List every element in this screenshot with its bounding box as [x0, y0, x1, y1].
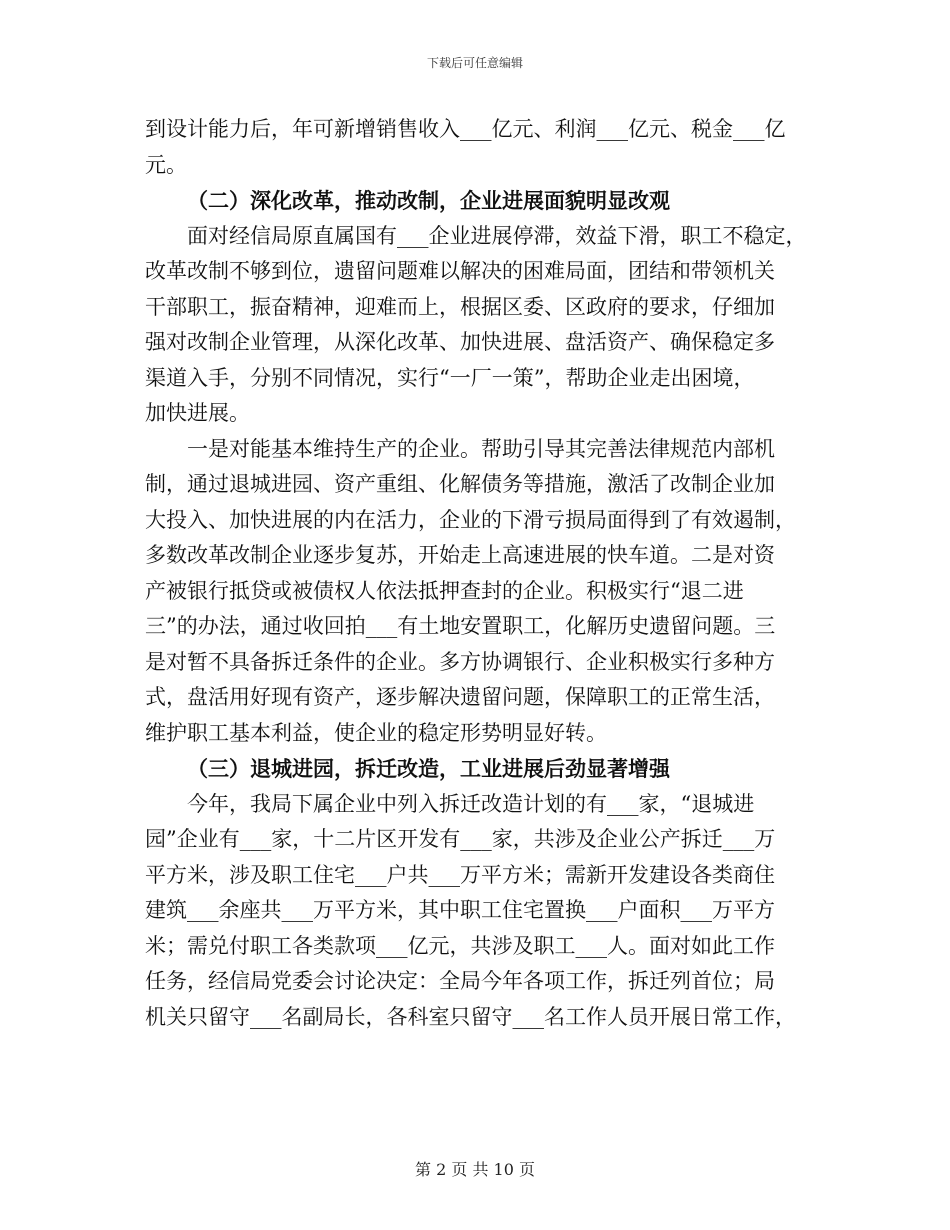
text-line: 到设计能力后，年可新增销售收入___亿元、利润___亿元、税金___亿	[145, 117, 786, 141]
text-line: 多数改革改制企业逐步复苏，开始走上高速进展的快车道。二是对资	[145, 543, 775, 567]
text-line: 强对改制企业管理，从深化改革、加快进展、盘活资产、确保稳定多	[145, 330, 775, 354]
text-line: 建筑___余座共___万平方米，其中职工住宅置换___户面积___万平方	[145, 898, 775, 922]
text-line: 制，通过退城进园、资产重组、化解债务等措施，激活了改制企业加	[145, 472, 775, 496]
text-line: 今年，我局下属企业中列入拆迁改造计划的有___家，“退城进	[187, 791, 755, 816]
text-line: 加快进展。	[145, 401, 250, 425]
text-line: 元。	[145, 152, 187, 177]
page-header: 下载后可任意编辑	[426, 56, 523, 70]
text-line: 维护职工基本利益，使企业的稳定形势明显好转。	[145, 720, 607, 745]
text-line: 大投入、加快进展的内在活力，企业的下滑亏损局面得到了有效遏制，	[145, 507, 796, 532]
text-line: 式，盘活用好现有资产，逐步解决遗留问题，保障职工的正常生活，	[145, 685, 775, 709]
text-line: 一是对能基本维持生产的企业。帮助引导其完善法律规范内部机	[187, 436, 775, 461]
document-body	[145, 112, 810, 1035]
text-line: 任务，经信局党委会讨论决定：全局今年各项工作，拆迁列首位；局	[145, 969, 775, 993]
text-line: 面对经信局原直属国有___企业进展停滞，效益下滑，职工不稳定，	[187, 223, 807, 248]
text-line: 米；需兑付职工各类款项___亿元，共涉及职工___人。面对如此工作	[145, 933, 775, 958]
text-line: 机关只留守___名副局长，各科室只留守___名工作人员开展日常工作，	[145, 1004, 796, 1029]
text-line: 是对暂不具备拆迁条件的企业。多方协调银行、企业积极实行多种方	[145, 649, 775, 674]
text-line: 园”企业有___家，十二片区开发有___家，共涉及企业公产拆迁___万	[145, 827, 776, 851]
page-footer: 第 2 页 共 10 页	[415, 1160, 535, 1179]
text-line: 改革改制不够到位，遗留问题难以解决的困难局面，团结和带领机关	[145, 259, 775, 283]
section-heading: （二）深化改革，推动改制，企业进展面貌明显改观	[187, 188, 670, 213]
section-heading: （三）退城进园，拆迁改造，工业进展后劲显著增强	[187, 756, 670, 781]
text-line: 产被银行抵贷或被债权人依法抵押查封的企业。积极实行“退二进	[145, 578, 744, 603]
text-line: 渠道入手，分别不同情况，实行“一厂一策”，帮助企业走出困境，	[145, 365, 755, 390]
text-line: 三”的办法，通过收回拍___有土地安置职工，化解历史遗留问题。三	[145, 614, 776, 638]
text-line: 平方米，涉及职工住宅___户共___万平方米；需新开发建设各类商住	[145, 862, 775, 887]
text-line: 干部职工，振奋精神，迎难而上，根据区委、区政府的要求，仔细加	[145, 294, 775, 319]
